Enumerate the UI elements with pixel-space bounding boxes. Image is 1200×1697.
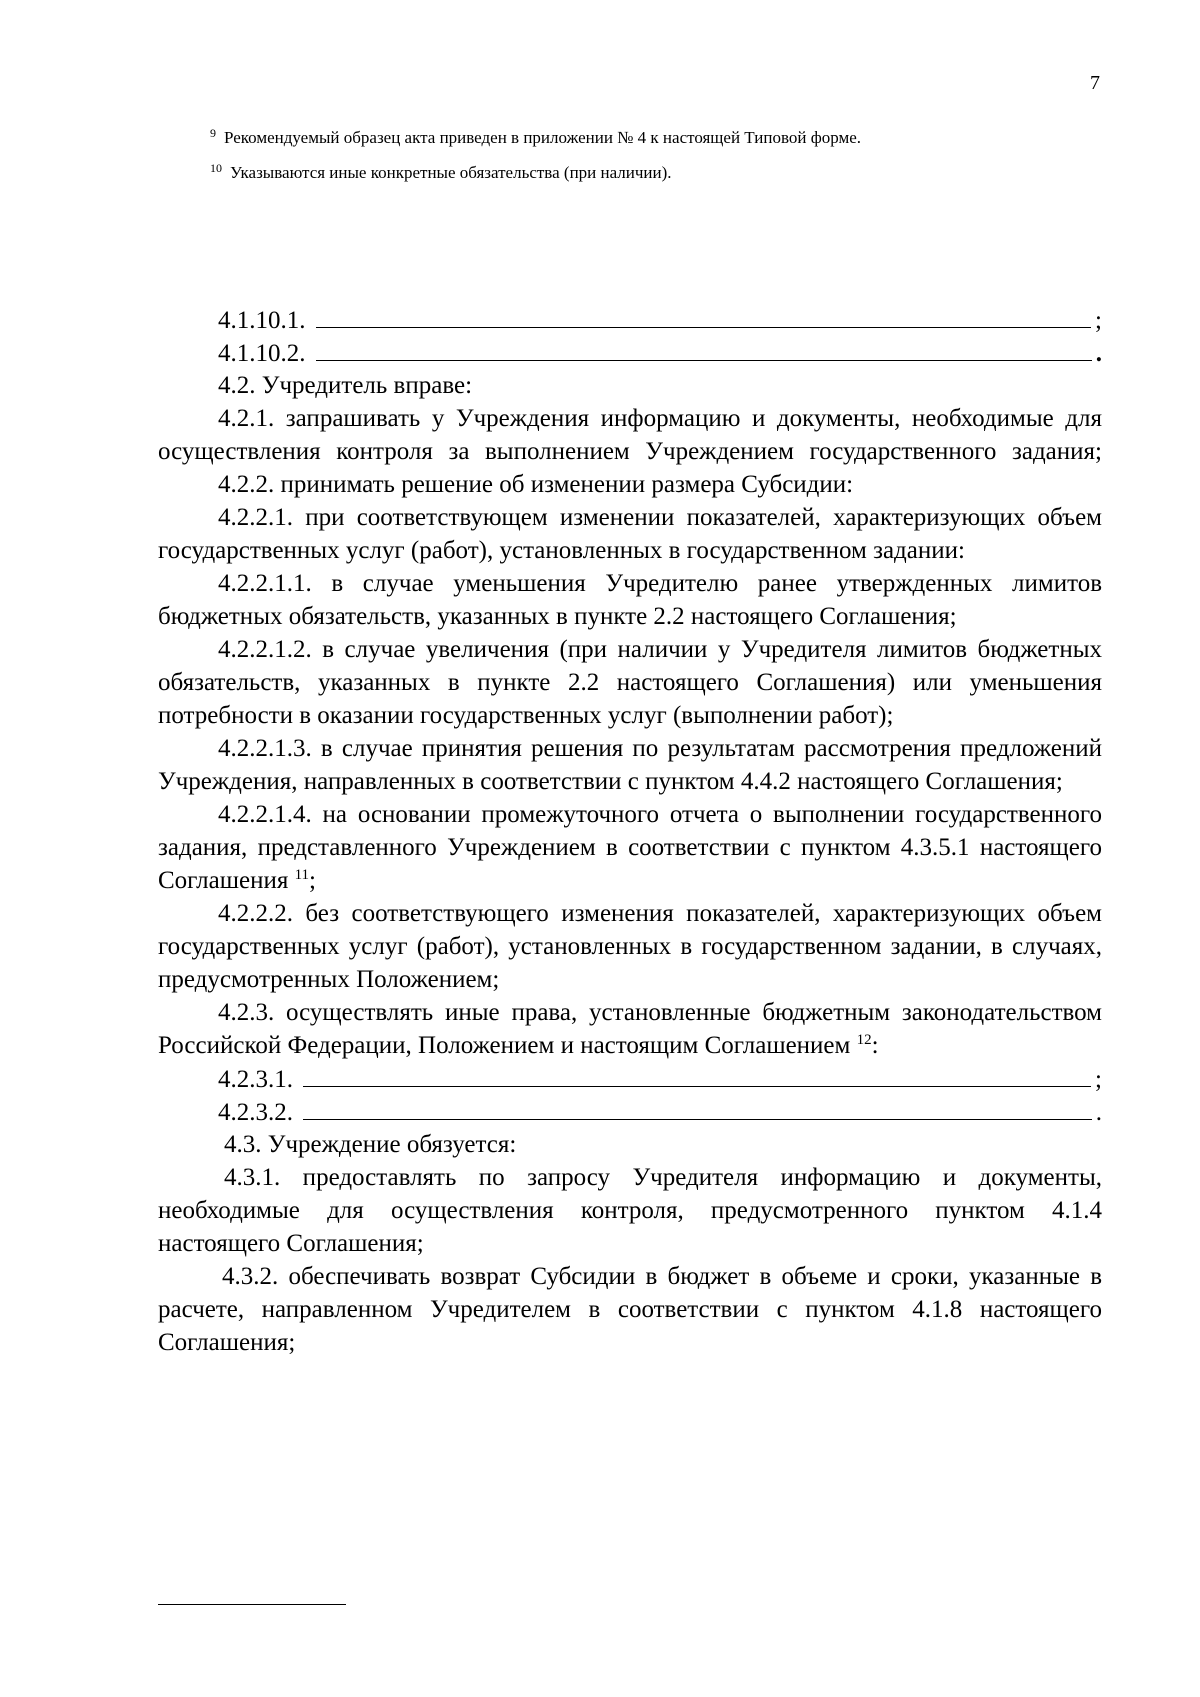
footnote-text: Указываются иные конкретные обязательства (при наличии). <box>230 163 672 182</box>
paragraph-4-2-2-1-2: 4.2.2.1.2. в случае увеличения (при наличии у Учредителя лимитов бюджетных обязательств, указанных в пункте 2.2 настоящего Соглашения) или уменьшения потребности в оказании государственных услуг (выполнении работ); <box>158 636 1102 729</box>
paragraph-4-2-3 <box>158 996 1102 1062</box>
footnote-text: Рекомендуемый образец акта приведен в приложении № 4 к настоящей Типовой форме. <box>224 128 862 147</box>
blank-line-item <box>158 1095 1102 1128</box>
footnote-separator <box>158 1604 346 1605</box>
fill-in-line <box>316 336 1092 361</box>
page-number: 7 <box>1090 72 1100 94</box>
paragraph-4-3-1: 4.3.1. предоставлять по запросу Учредителя информацию и документы, необходимые для осуществления контроля, предусмотренного пунктом 4.1.4 настоящего Соглашения; <box>158 1164 1102 1257</box>
footnote-mark: 10 <box>210 161 222 175</box>
footnote-ref: 12 <box>856 1032 872 1048</box>
paragraph-text: 4.2.3. осуществлять иные права, установленные бюджетным законодательством Российской Федерации, Положением и настоящим Соглашением <box>158 999 1102 1059</box>
footnote-9 <box>210 118 1110 153</box>
paragraph-4-2-1: 4.2.1. запрашивать у Учреждения информацию и документы, необходимые для осуществления контроля за выполнением Учреждением государственного задания; <box>158 405 1102 465</box>
paragraph-4-3: 4.3. Учреждение обязуется: <box>224 1131 517 1158</box>
fill-in-line <box>316 303 1092 328</box>
item-number: 4.2.3.1. <box>218 1066 293 1093</box>
punctuation: : <box>871 1032 879 1059</box>
punctuation: ; <box>309 867 316 894</box>
paragraph-4-2-2-1-4 <box>158 798 1102 897</box>
paragraph-4-2-2-1: 4.2.2.1. при соответствующем изменении показателей, характеризующих объем государственных услуг (работ), установленных в государственном задании: <box>158 504 1102 564</box>
paragraph-4-2-2-1-3: 4.2.2.1.3. в случае принятия решения по результатам рассмотрения предложений Учреждения, направленных в соответствии с пунктом 4.4.2 настоящего Соглашения; <box>158 735 1102 795</box>
paragraph-text: 4.2.2.1.4. на основании промежуточного отчета о выполнении государственного задания, представленного Учреждением в соответствии с пунктом 4.3.5.1 настоящего Соглашения <box>158 801 1102 894</box>
item-terminator: . <box>1095 340 1102 367</box>
paragraph-4-2-2-2: 4.2.2.2. без соответствующего изменения показателей, характеризующих объем государственных услуг (работ), установленных в государственном задании, в случаях, предусмотренных Положением; <box>158 900 1102 993</box>
paragraph-4-2: 4.2. Учредитель вправе: <box>218 372 473 399</box>
blank-line-item <box>158 336 1102 369</box>
fill-in-line <box>303 1062 1091 1087</box>
footnote-ref: 11 <box>294 867 310 883</box>
item-terminator: ; <box>1095 1066 1102 1093</box>
fill-in-line <box>303 1095 1092 1120</box>
item-number: 4.1.10.1. <box>218 307 306 334</box>
paragraph-4-3-2: 4.3.2. обеспечивать возврат Субсидии в бюджет в объеме и сроки, указанные в расчете, направленном Учредителем в соответствии с пунктом 4.1.8 настоящего Соглашения; <box>158 1263 1102 1356</box>
paragraph-4-2-2: 4.2.2. принимать решение об изменении размера Субсидии: <box>218 471 854 498</box>
paragraph-4-2-2-1-1: 4.2.2.1.1. в случае уменьшения Учредителю ранее утвержденных лимитов бюджетных обязательств, указанных в пункте 2.2 настоящего Соглашения; <box>158 570 1102 630</box>
item-number: 4.1.10.2. <box>218 340 306 367</box>
item-number: 4.2.3.2. <box>218 1099 293 1126</box>
blank-line-item <box>158 1062 1102 1095</box>
blank-line-item <box>158 303 1102 336</box>
footnote-mark: 9 <box>210 126 216 140</box>
item-terminator: ; <box>1095 307 1102 334</box>
document-body <box>158 303 1102 1359</box>
footnotes-block <box>210 118 1110 188</box>
footnote-10 <box>210 153 1110 188</box>
item-terminator: . <box>1095 1099 1102 1126</box>
